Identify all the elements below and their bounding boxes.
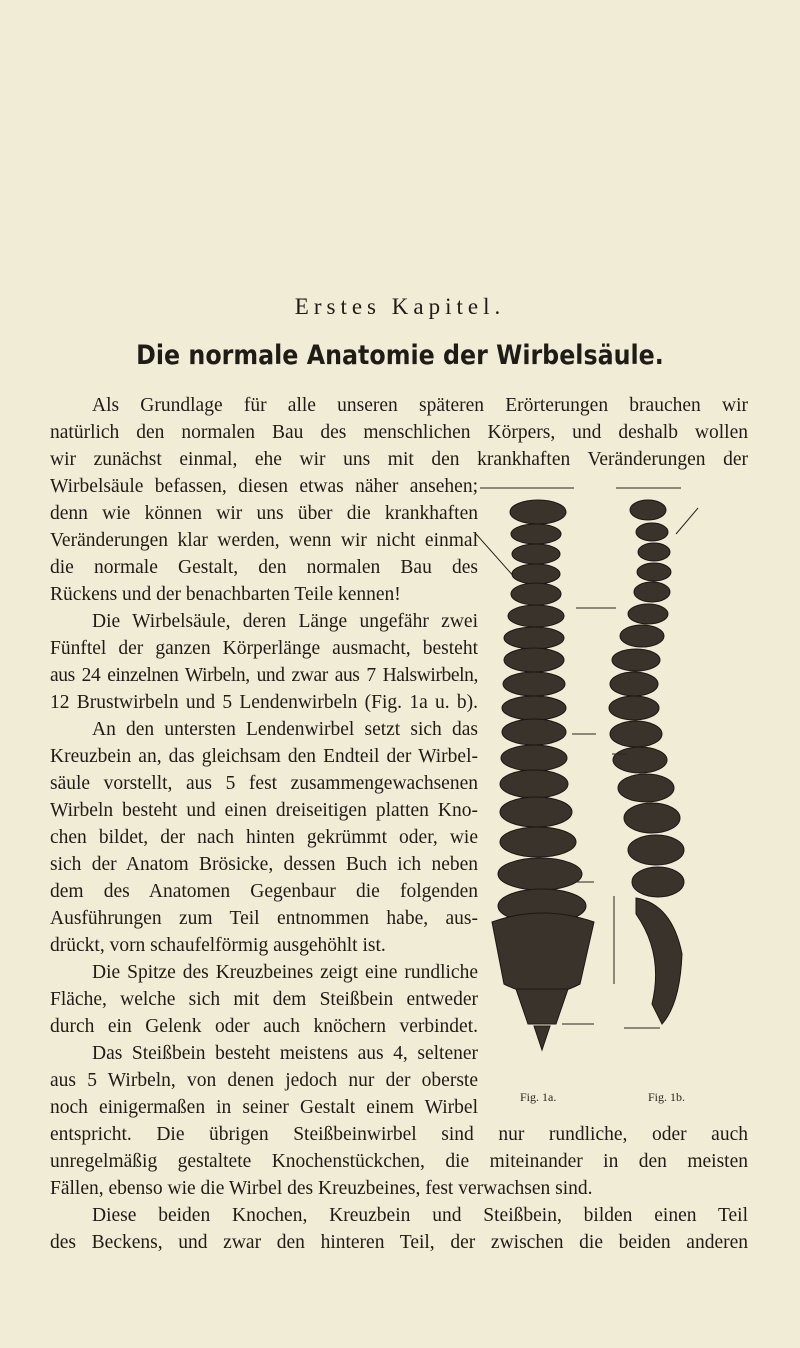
chapter-heading: Erstes Kapitel. (294, 294, 506, 319)
text-line: Ausführungen zum Teil entnommen habe, aus- (50, 908, 478, 929)
text-line: Fünftel der ganzen Körperlänge ausmacht, besteht (50, 638, 478, 659)
text-line: wir zunächst einmal, ehe wir uns mit den krankhaften Veränderungen der (50, 449, 748, 470)
text-line: Veränderungen klar werden, wenn wir nicht einmal (50, 530, 478, 551)
text-line: sich der Anatom Brösicke, dessen Buch ich neben (50, 854, 478, 875)
text-line: säule vorstellt, aus 5 fest zusammengewachsenen (50, 773, 478, 794)
text-line: durch ein Gelenk oder auch knöchern verbindet. (50, 1016, 478, 1037)
text-line: noch einigermaßen in seiner Gestalt einem Wirbel (50, 1097, 478, 1118)
text-line: Das Steißbein besteht meistens aus 4, seltener (92, 1043, 478, 1064)
spine-side-view (609, 488, 698, 1028)
text-line: denn wie können wir uns über die krankhaften (50, 503, 478, 524)
text-line: Rückens und der benachbarten Teile kennen! (50, 584, 401, 605)
page-title: Die normale Anatomie der Wirbelsäule. (136, 340, 664, 371)
text-line: des Beckens, und zwar den hinteren Teil, der zwischen die beiden anderen (50, 1232, 748, 1253)
figure-caption-1b: Fig. 1b. (648, 1090, 686, 1104)
text-line: Kreuzbein an, das gleichsam den Endteil der Wirbel- (50, 746, 478, 767)
text-line: die normale Gestalt, den normalen Bau des (50, 557, 478, 578)
text-line: entspricht. Die übrigen Steißbeinwirbel sind nur rundliche, oder auch (50, 1124, 748, 1145)
text-line: Fläche, welche sich mit dem Steißbein entweder (50, 989, 478, 1010)
text-line: drückt, vorn schaufelförmig ausgehöhlt ist. (50, 935, 386, 956)
text-line: unregelmäßig gestaltete Knochenstückchen, die miteinander in den meisten (50, 1151, 748, 1172)
text-line: natürlich den normalen Bau des menschlichen Körpers, und deshalb wollen (50, 422, 748, 443)
text-line: Als Grundlage für alle unseren späteren Erörterungen brauchen wir (92, 395, 748, 416)
text-line: aus 5 Wirbeln, von denen jedoch nur der oberste (50, 1070, 478, 1091)
text-line: Diese beiden Knochen, Kreuzbein und Steißbein, bilden einen Teil (92, 1205, 748, 1226)
text-line: An den untersten Lendenwirbel setzt sich das (92, 719, 478, 740)
text-line: Fällen, ebenso wie die Wirbel des Kreuzbeines, fest verwachsen sind. (50, 1178, 593, 1199)
text-line: Wirbeln besteht und einen dreiseitigen platten Kno- (50, 800, 478, 821)
spine-illustration (476, 484, 766, 1054)
text-line: chen bildet, der nach hinten gekrümmt oder, wie (50, 827, 478, 848)
text-line: Die Wirbelsäule, deren Länge ungefähr zwei (92, 611, 478, 632)
text-line: aus 24 einzelnen Wirbeln, und zwar aus 7 Halswirbeln, (50, 665, 478, 686)
text-line: Wirbelsäule befassen, diesen etwas näher ansehen; (50, 476, 478, 497)
text-line: dem des Anatomen Gegenbaur die folgenden (50, 881, 478, 902)
text-line: Die Spitze des Kreuzbeines zeigt eine rundliche (92, 962, 478, 983)
figure-caption-1a: Fig. 1a. (520, 1090, 557, 1104)
spine-front-view (476, 488, 616, 1050)
text-line: 12 Brustwirbeln und 5 Lendenwirbeln (Fig. 1a u. b). (50, 692, 478, 713)
